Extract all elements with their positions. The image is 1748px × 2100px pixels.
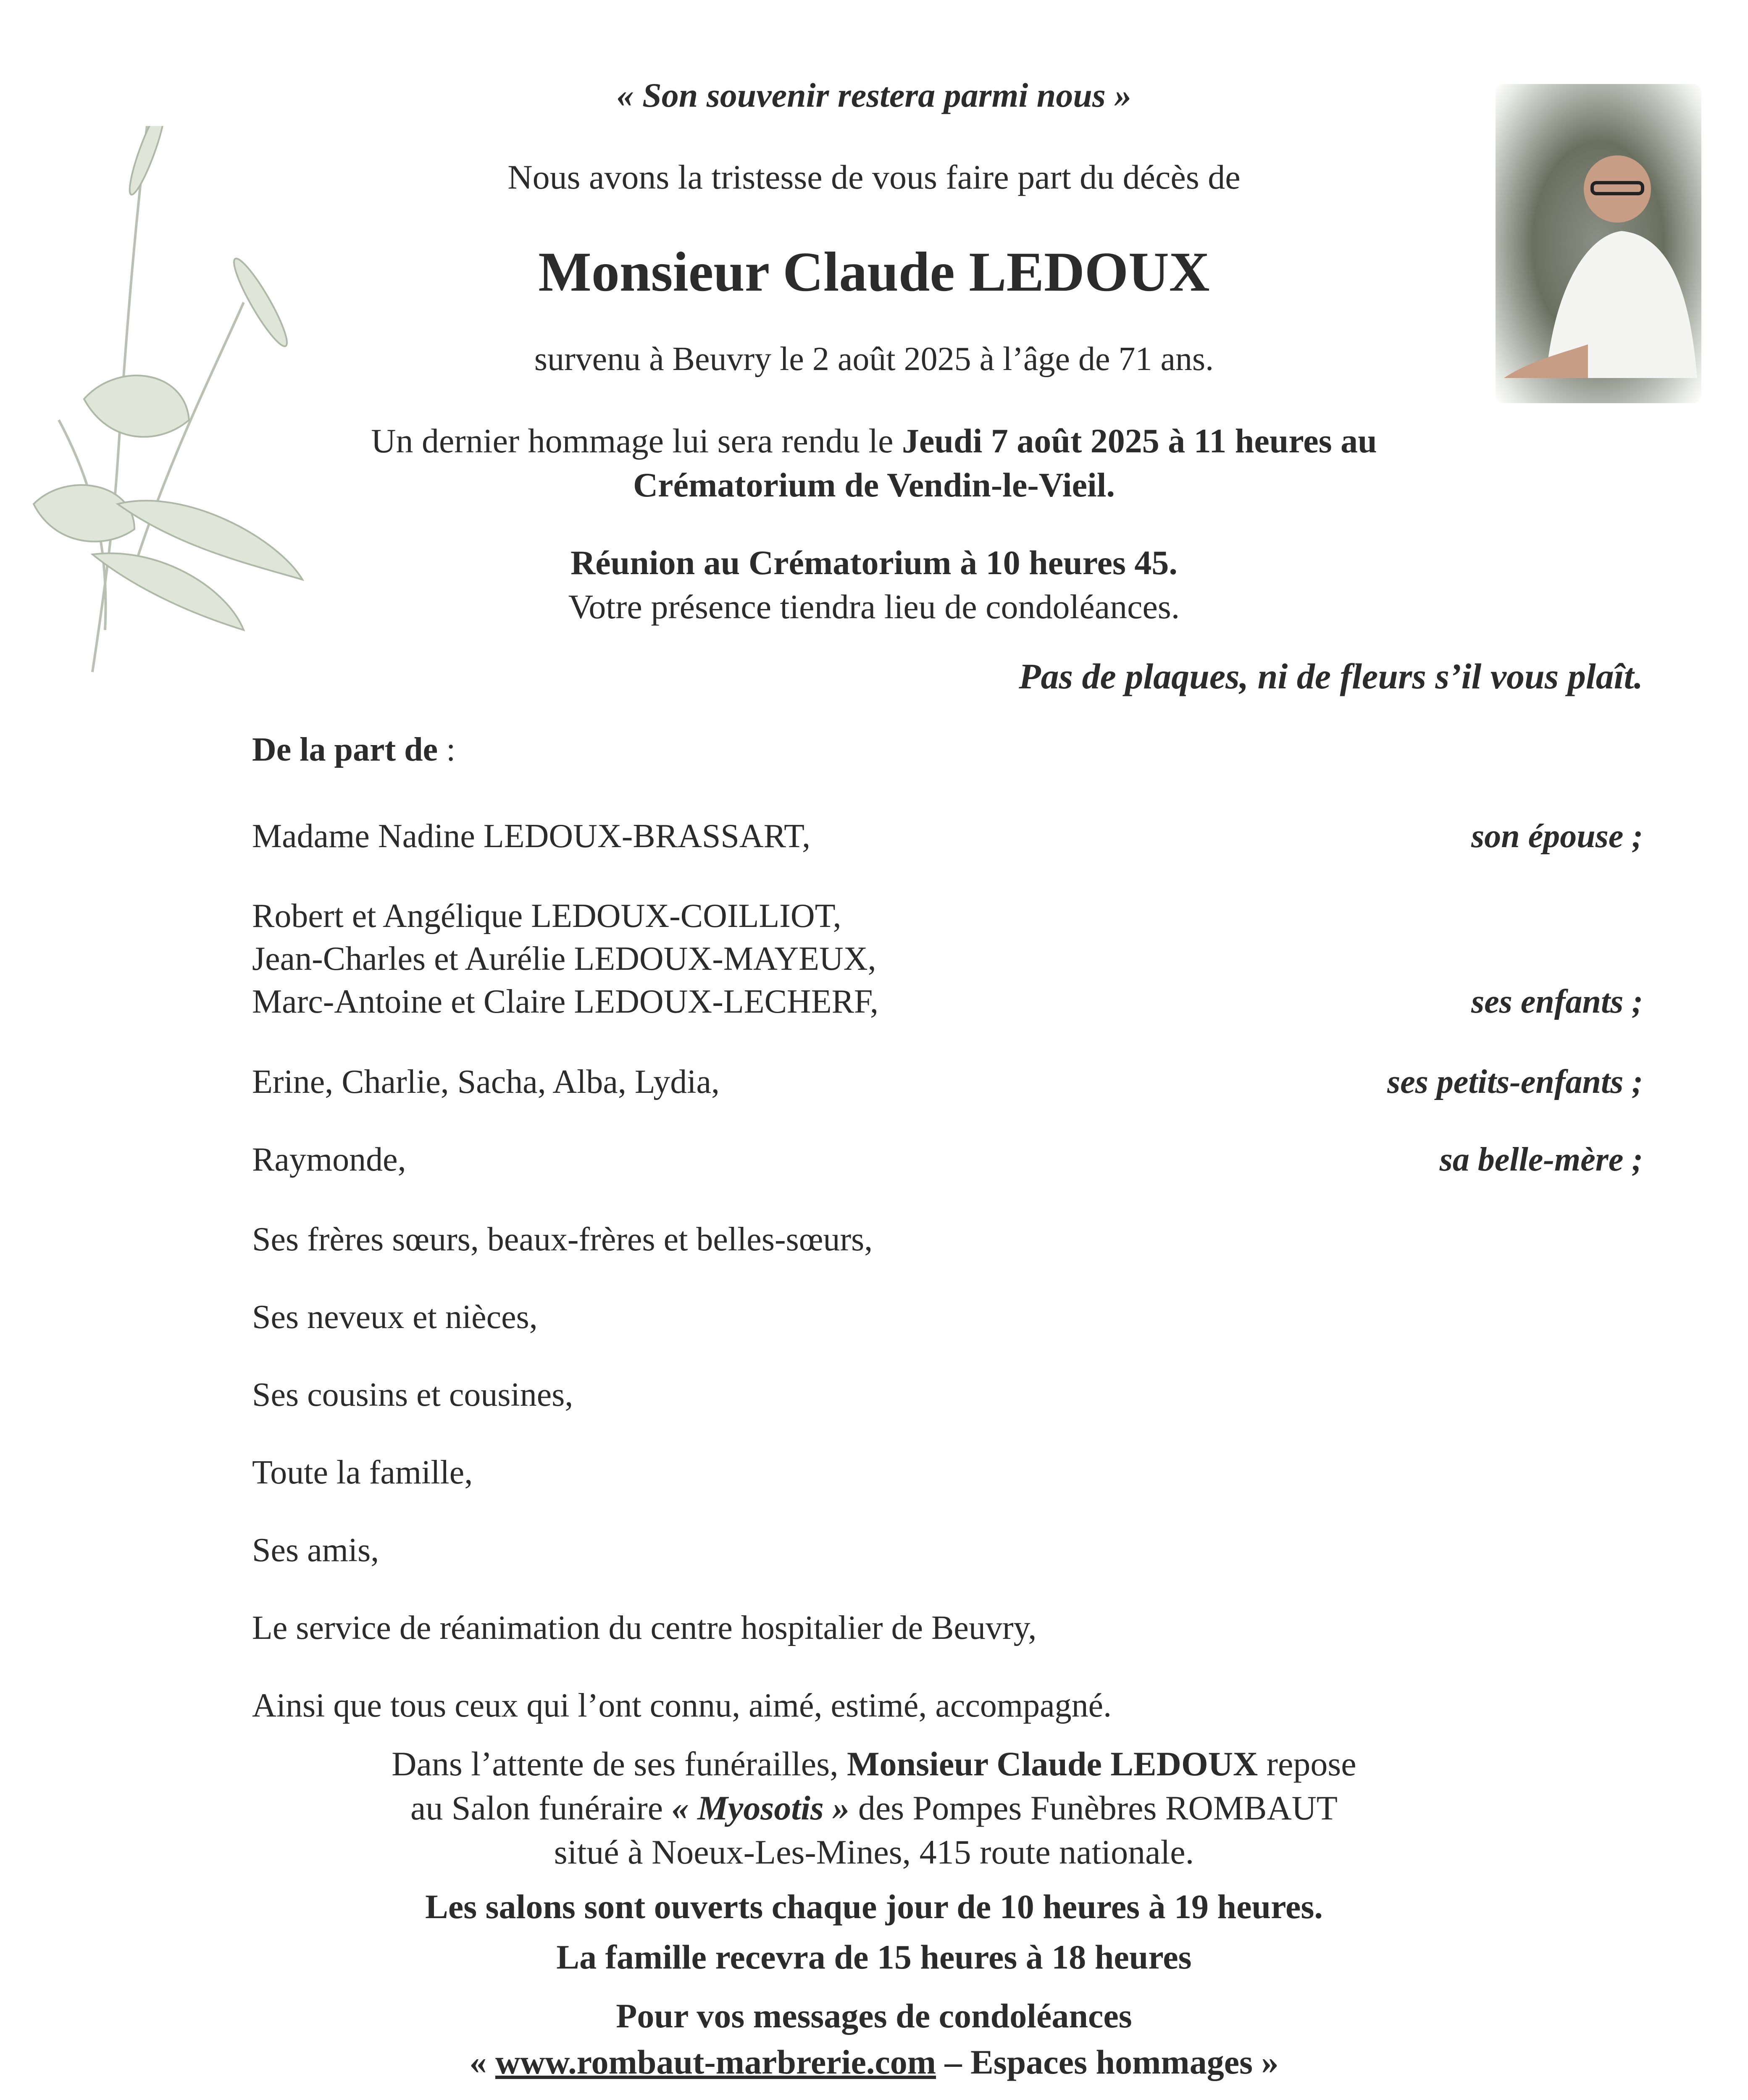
family-name-line: Jean-Charles et Aurélie LEDOUX-MAYEUX,	[252, 940, 876, 977]
family-names	[252, 1684, 1643, 1727]
family-names	[252, 1529, 1643, 1572]
family-relation: sa belle-mère ;	[1439, 1141, 1643, 1178]
ceremony-line1	[0, 420, 1748, 462]
from-label-colon: :	[438, 731, 456, 768]
family-name-line: Madame Nadine LEDOUX-BRASSART,	[252, 818, 811, 855]
ceremony-prefix: Un dernier hommage lui sera rendu le	[371, 422, 902, 460]
rest-line1-name: Monsieur Claude LEDOUX	[847, 1745, 1258, 1783]
family-name-line: Marc-Antoine et Claire LEDOUX-LECHERF,	[252, 983, 879, 1020]
salon-name: « Myosotis »	[671, 1789, 850, 1827]
family-row	[252, 1451, 1643, 1494]
rest-line1-pre: Dans l’attente de ses funérailles,	[392, 1745, 847, 1783]
from-label-text: De la part de	[252, 731, 438, 768]
family-name-line: Toute la famille,	[252, 1454, 473, 1491]
family-names	[252, 1138, 1643, 1181]
family-name-line: Robert et Angélique LEDOUX-COILLIOT,	[252, 898, 841, 934]
family-names	[252, 815, 1643, 858]
family-name-line: Erine, Charlie, Sacha, Alba, Lydia,	[252, 1063, 720, 1100]
announcement-intro: Nous avons la tristesse de vous faire part du décès de	[507, 158, 1241, 196]
deceased-name: Monsieur Claude LEDOUX	[538, 241, 1210, 303]
family-names	[252, 1606, 1643, 1649]
rest-line1	[0, 1743, 1748, 1785]
family-name-line: Raymonde,	[252, 1141, 406, 1178]
family-names	[252, 1373, 1643, 1416]
family-row	[252, 1373, 1643, 1416]
family-names	[252, 1218, 1643, 1261]
ceremony-date: Jeudi 7 août 2025 à 11 heures au	[902, 422, 1377, 460]
rest-line2	[0, 1787, 1748, 1829]
family-names	[252, 1451, 1643, 1494]
no-flowers-notice: Pas de plaques, ni de fleurs s’il vous plaît.	[1019, 656, 1643, 696]
from-label	[252, 731, 455, 769]
website-link[interactable]: www.rombaut-marbrerie.com	[495, 2043, 936, 2081]
family-name-line: Ses cousins et cousines,	[252, 1376, 573, 1413]
family-row	[252, 1684, 1643, 1727]
family-row	[252, 815, 1643, 858]
rest-line2-pre: au Salon funéraire	[410, 1789, 672, 1827]
family-row	[252, 1296, 1643, 1339]
family-relation: ses enfants ;	[1471, 983, 1643, 1020]
family-row	[252, 1218, 1643, 1261]
salon-hours: Les salons sont ouverts chaque jour de 10 heures à 19 heures.	[425, 1887, 1323, 1926]
messages-line1: Pour vos messages de condoléances	[616, 1997, 1132, 2035]
rest-line1-post: repose	[1258, 1745, 1356, 1783]
family-name-line: Ses neveux et nièces,	[252, 1299, 538, 1336]
family-name-line: Ses amis,	[252, 1532, 379, 1569]
messages-line2	[0, 2041, 1748, 2083]
family-names	[252, 895, 1643, 1023]
family-name-line: Ainsi que tous ceux qui l’ont connu, aimé, estimé, accompagné.	[252, 1687, 1112, 1724]
condolences-note: Votre présence tiendra lieu de condoléances.	[568, 588, 1180, 626]
meeting-time: Réunion au Crématorium à 10 heures 45.	[570, 543, 1178, 582]
messages-open: «	[469, 2043, 495, 2081]
ceremony-place: Crématorium de Vendin-le-Vieil.	[633, 466, 1115, 504]
family-relation: ses petits-enfants ;	[1387, 1063, 1643, 1100]
family-names	[252, 1296, 1643, 1339]
family-row	[252, 895, 1643, 1023]
family-row	[252, 1606, 1643, 1649]
family-reception-hours: La famille recevra de 15 heures à 18 heures	[556, 1938, 1192, 1976]
family-relation: son épouse ;	[1471, 818, 1643, 855]
family-row	[252, 1060, 1643, 1103]
family-name-line: Le service de réanimation du centre hospitalier de Beuvry,	[252, 1609, 1037, 1646]
messages-close: – Espaces hommages »	[936, 2043, 1279, 2081]
family-row	[252, 1138, 1643, 1181]
rest-line3: situé à Noeux-Les-Mines, 415 route nationale.	[554, 1833, 1194, 1871]
family-row	[252, 1529, 1643, 1572]
rest-line2-post: des Pompes Funèbres ROMBAUT	[849, 1789, 1338, 1827]
family-name-line: Ses frères sœurs, beaux-frères et belles-sœurs,	[252, 1221, 873, 1258]
memorial-quote: « Son souvenir restera parmi nous »	[616, 76, 1132, 114]
death-details: survenu à Beuvry le 2 août 2025 à l’âge de 71 ans.	[534, 341, 1214, 378]
